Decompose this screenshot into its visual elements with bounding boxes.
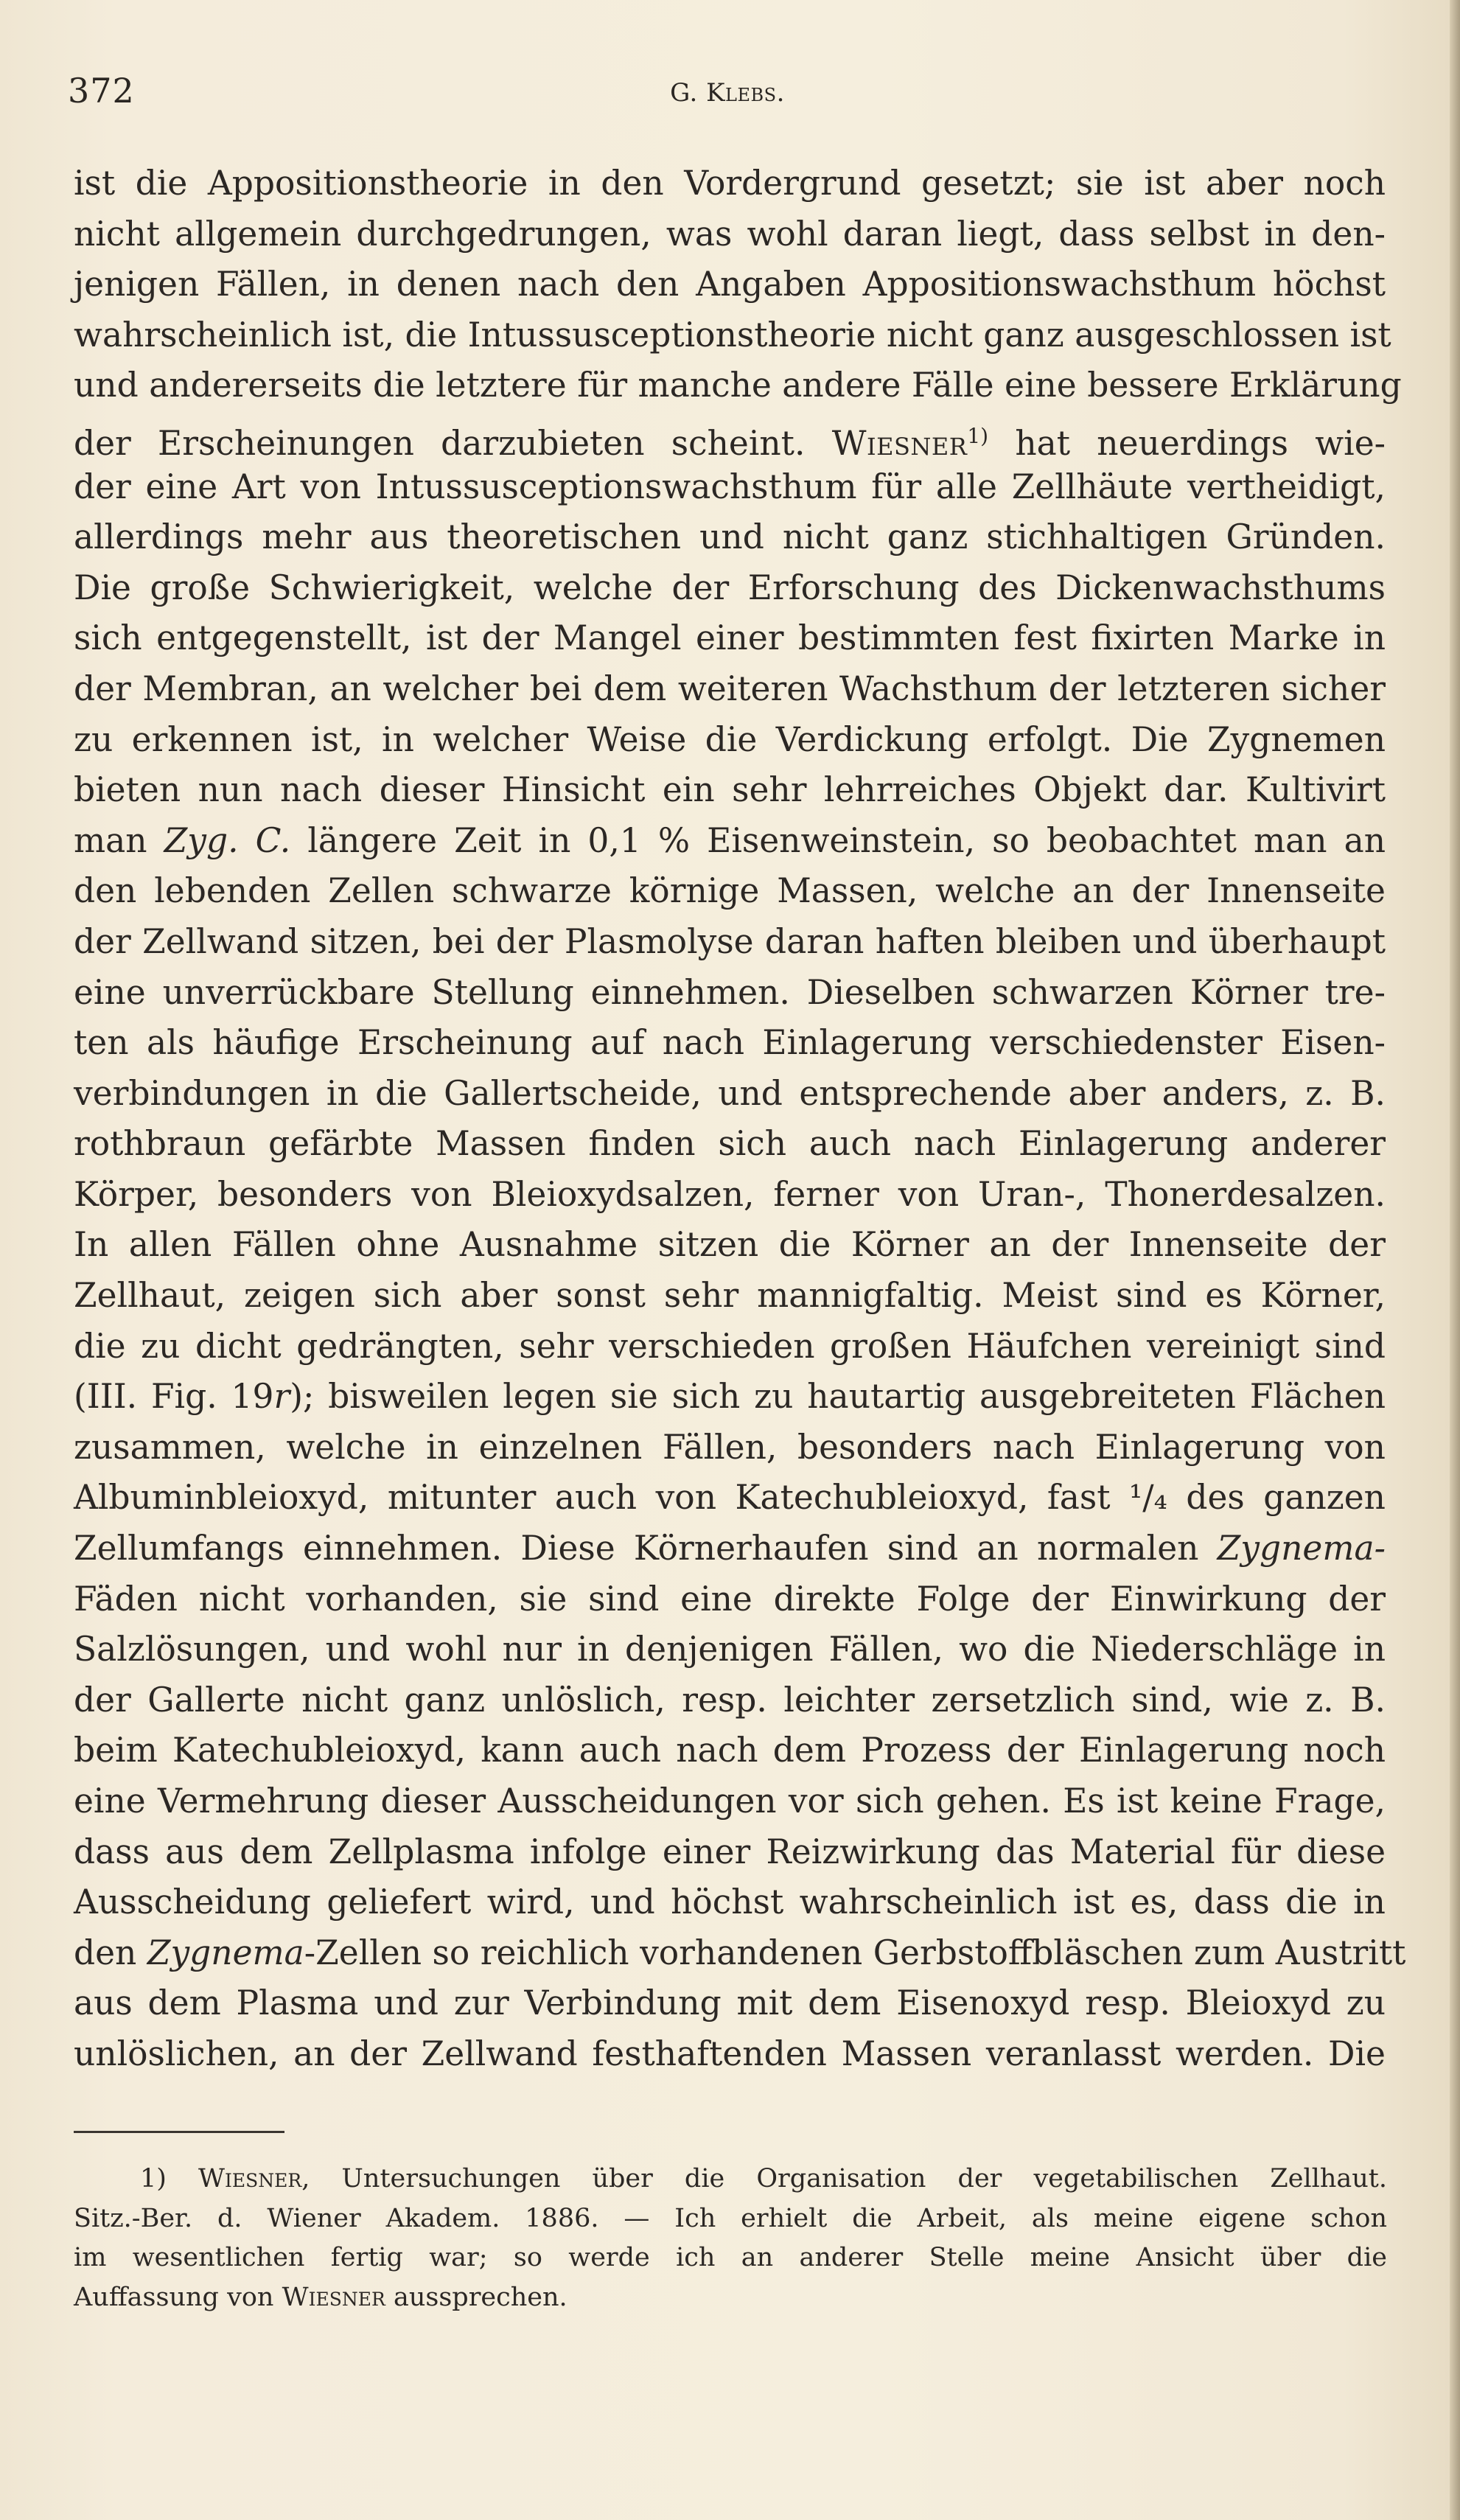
running-head: G. Klebs. xyxy=(670,78,785,108)
text-line: wahrscheinlich ist, die Intussusceptionstheorie nicht ganz ausgeschlossen ist xyxy=(74,315,1391,355)
text-span: -Zellen so reichlich vorhandenen Gerbstoffbläschen zum Austritt xyxy=(304,1933,1406,1972)
text-span: (III. Fig. 19 xyxy=(74,1377,274,1417)
footnote-line xyxy=(74,2278,1387,2318)
text-span: der Erscheinungen darzubieten scheint. xyxy=(74,424,806,464)
text-line xyxy=(74,1372,1386,1423)
text-line: nicht allgemein durchgedrungen, was wohl daran liegt, dass selbst in den- xyxy=(74,214,1386,254)
text-line: der eine Art von Intussusceptionswachsthum für alle Zellhäute vertheidigt, xyxy=(74,467,1386,506)
footnote-line: Sitz.-Ber. d. Wiener Akadem. 1886. — Ich erhielt die Arbeit, als meine eigene schon xyxy=(74,2203,1387,2233)
text-line: ten als häufige Erscheinung auf nach Einlagerung verschiedenster Eisen- xyxy=(74,1023,1386,1063)
text-span: längere Zeit in 0,1 % Eisenweinstein, so beobachtet man an xyxy=(307,820,1386,860)
text-span: Zellumfangs einnehmen. Diese Körnerhaufen sind an normalen xyxy=(74,1529,1199,1568)
text-line: Ausscheidung geliefert wird, und höchst wahrscheinlich ist es, dass die in xyxy=(74,1882,1386,1922)
text-line: ist die Appositionstheorie in den Vordergrund gesetzt; sie ist aber noch xyxy=(74,164,1386,203)
text-line xyxy=(74,816,1386,867)
text-line: der Membran, an welcher bei dem weiteren Wachsthum der letzteren sicher xyxy=(74,669,1386,708)
footnote-marker: 1) xyxy=(140,2164,167,2193)
text-line: der Zellwand sitzen, bei der Plasmolyse daran haften bleiben und überhaupt xyxy=(74,921,1386,961)
text-line: der Gallerte nicht ganz unlöslich, resp. leichter zersetzlich sind, wie z. B. xyxy=(74,1680,1386,1720)
text-line xyxy=(74,1473,1386,1523)
text-line xyxy=(74,1928,1406,1979)
author-name: Wiesner xyxy=(198,2164,302,2193)
text-line: beim Katechubleioxyd, kann auch nach dem Prozess der Einlagerung noch xyxy=(74,1731,1386,1770)
text-line: allerdings mehr aus theoretischen und nicht ganz stichhaltigen Gründen. xyxy=(74,517,1386,557)
text-span: den xyxy=(74,1933,137,1972)
text-span: des ganzen xyxy=(1186,1478,1386,1518)
text-span: Auffassung von xyxy=(74,2282,274,2312)
figure-letter: r xyxy=(273,1377,290,1417)
text-line xyxy=(74,411,1386,462)
footnote-line xyxy=(74,2160,1387,2199)
footnote-separator xyxy=(74,2131,284,2133)
text-line: rothbraun gefärbte Massen finden sich auch nach Einlagerung anderer xyxy=(74,1124,1386,1164)
text-span: hat neuerdings wie- xyxy=(1015,424,1386,464)
footnote xyxy=(74,2160,1387,2317)
footnote-line: im wesentlichen fertig war; so werde ich an anderer Stelle meine Ansicht über die xyxy=(74,2243,1387,2272)
body-text xyxy=(74,158,1406,2080)
page-header xyxy=(68,71,1387,115)
text-line: aus dem Plasma und zur Verbindung mit dem Eisenoxyd resp. Bleioxyd zu xyxy=(74,1983,1386,2023)
text-line: unlöslichen, an der Zellwand festhaftenden Massen veranlasst werden. Die xyxy=(74,2034,1386,2073)
text-line: Zellhaut, zeigen sich aber sonst sehr mannigfaltig. Meist sind es Körner, xyxy=(74,1276,1386,1316)
genus-name: Zygnema xyxy=(147,1933,304,1972)
text-line: Salzlösungen, und wohl nur in denjenigen Fällen, wo die Niederschläge in xyxy=(74,1630,1386,1669)
text-line: verbindungen in die Gallertscheide, und entsprechende aber anders, z. B. xyxy=(74,1073,1386,1113)
text-line: Die große Schwierigkeit, welche der Erforschung des Dickenwachsthums xyxy=(74,568,1386,607)
text-line: eine Vermehrung dieser Ausscheidungen vor sich gehen. Es ist keine Frage, xyxy=(74,1781,1386,1821)
text-line xyxy=(74,1523,1386,1574)
text-line: Körper, besonders von Bleioxydsalzen, ferner von Uran-, Thonerdesalzen. xyxy=(74,1174,1386,1214)
text-span: , Untersuchungen über die Organisation der vegetabilischen Zellhaut. xyxy=(301,2164,1387,2193)
footnote-reference: 1) xyxy=(967,423,989,448)
page-gutter-shadow xyxy=(1450,0,1460,2520)
text-span: ); bisweilen legen sie sich zu hautartig ausgebreiteten Flächen xyxy=(290,1377,1386,1417)
genus-name: Zygnema- xyxy=(1217,1529,1386,1568)
text-line: zu erkennen ist, in welcher Weise die Verdickung erfolgt. Die Zygnemen xyxy=(74,719,1386,759)
text-line: jenigen Fällen, in denen nach den Angaben Appositionswachsthum höchst xyxy=(74,265,1386,304)
text-line: In allen Fällen ohne Ausnahme sitzen die Körner an der Innenseite der xyxy=(74,1225,1386,1265)
author-name: Wiesner xyxy=(282,2282,385,2312)
text-span: aussprechen. xyxy=(393,2282,567,2312)
text-line: bieten nun nach dieser Hinsicht ein sehr lehrreiches Objekt dar. Kultivirt xyxy=(74,770,1386,810)
text-line: die zu dicht gedrängten, sehr verschieden großen Häufchen vereinigt sind xyxy=(74,1326,1386,1366)
page-number: 372 xyxy=(68,71,135,111)
text-line: eine unverrückbare Stellung einnehmen. Dieselben schwarzen Körner tre- xyxy=(74,972,1386,1012)
text-line: sich entgegenstellt, ist der Mangel einer bestimmten fest fixirten Marke in xyxy=(74,618,1386,658)
text-line: den lebenden Zellen schwarze körnige Massen, welche an der Innenseite xyxy=(74,871,1386,911)
text-line: dass aus dem Zellplasma infolge einer Reizwirkung das Material für diese xyxy=(74,1832,1386,1871)
text-line: zusammen, welche in einzelnen Fällen, besonders nach Einlagerung von xyxy=(74,1427,1386,1467)
text-line: Fäden nicht vorhanden, sie sind eine direkte Folge der Einwirkung der xyxy=(74,1579,1386,1619)
author-name: Wiesner xyxy=(831,424,968,464)
species-name: Zyg. C. xyxy=(164,820,291,860)
fraction: ¹/₄ xyxy=(1129,1478,1167,1518)
text-line: und andererseits die letztere für manche andere Fälle eine bessere Erklärung xyxy=(74,366,1402,405)
text-span: Albuminbleioxyd, mitunter auch von Katechubleioxyd, fast xyxy=(74,1478,1111,1518)
text-span: man xyxy=(74,820,147,860)
